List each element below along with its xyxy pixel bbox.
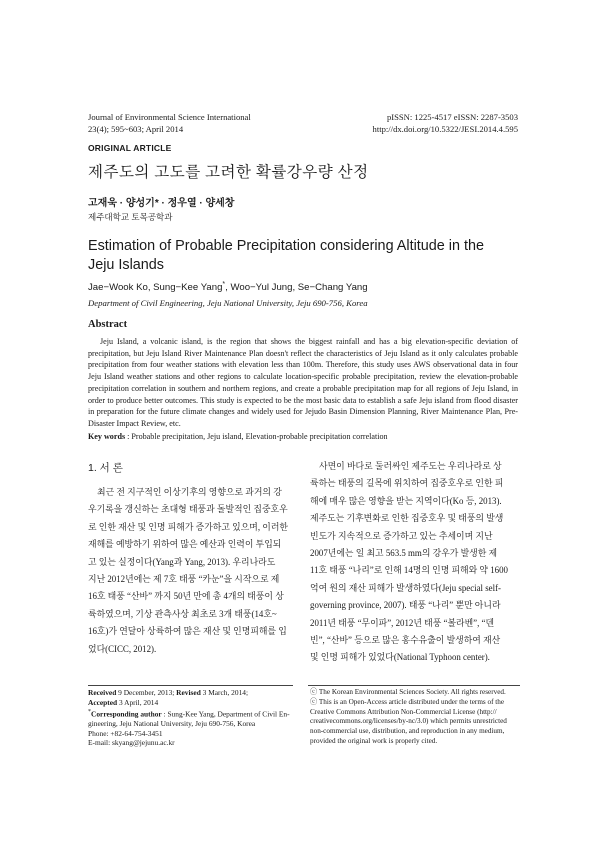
corresponding-mark: * — [222, 281, 226, 288]
body-line: 제주도는 기후변화로 인한 집중호우 및 태풍의 발생 — [310, 513, 504, 524]
english-affiliation: Department of Civil Engineering, Jeju National University, Jeju 690-756, Korea — [88, 298, 368, 308]
received-line — [88, 688, 298, 698]
body-right-column — [310, 458, 520, 667]
body-line: 륙하는 태풍의 길목에 위치하여 집중호우로 인한 피 — [310, 478, 504, 489]
footnote-received — [88, 688, 298, 748]
body-line: 억여 원의 재산 피해가 발생하였다(Jeju special self- — [310, 582, 501, 593]
received-date: 9 December, 2013; — [116, 688, 177, 697]
body-line: 2007년에는 일 최고 563.5 mm의 강우가 발생한 제 — [310, 548, 498, 559]
article-type: ORIGINAL ARTICLE — [88, 143, 172, 153]
footnote-license — [310, 688, 520, 747]
received-label: Received — [88, 688, 117, 697]
keywords-label: Key words — [88, 432, 126, 441]
volume-pages: 23(4); 595~603; April 2014 — [88, 124, 184, 134]
keywords-text: : Probable precipitation, Jeju island, Elevation-probable precipitation correlation — [125, 432, 388, 441]
body-left-column — [88, 484, 293, 658]
body-line: 및 인명 피해가 있었다(National Typhoon center). — [310, 652, 490, 663]
korean-affiliation: 제주대학교 토목공학과 — [88, 212, 173, 222]
journal-name: Journal of Environmental Science International — [88, 112, 251, 122]
english-title-line: Estimation of Probable Precipitation considering Altitude in the — [88, 238, 484, 254]
footnote-rule-right — [308, 685, 520, 686]
email-link[interactable]: E-mail: skyang@jejunu.ac.kr — [88, 738, 175, 748]
body-line: 빈도가 지속적으로 증가하고 있는 추세이며 지난 — [310, 530, 493, 541]
corresponding-mark: * — [88, 708, 91, 715]
body-line: 11호 태풍 “나리”로 인해 14명의 인명 피해와 약 1600 — [310, 565, 508, 576]
issn: pISSN: 1225-4517 eISSN: 2287-3503 — [386, 112, 518, 122]
body-line: 최근 전 지구적인 이상기후의 영향으로 과거의 강 — [97, 487, 282, 497]
body-line: governing province, 2007). 태풍 “나리” 뿐만 아니라 — [310, 600, 501, 611]
accepted-date: 3 April, 2014 — [117, 697, 159, 707]
korean-title: 제주도의 고도를 고려한 확률강우량 산정 — [88, 164, 369, 181]
corresponding-line — [88, 708, 298, 719]
abstract-text: Jeju Island, a volcanic island, is the region that shows the biggest rainfall and has a big elevation-specific deviation of precipitation, but Jeju Island River Maintenance Plan doesn't reflect the characteristics of Jeju Island as it only calculates probable precipitation from four weather stations with elevation less than 100m. Therefore, this study uses AWS observational data in four Jeju Island weather stations and other regions to calculate location-specific probable precipitation, review the elevation-probable precipitation correlation in southern and northern regions, and create a probable precipitation map for all regions of Jeju Island, in order to produce better outcomes. This study is expected to be the most basic data to establish a safe Jeju island from flood disaster in preparation for the future climate changes and widely used for Jejudo Basin Dimension Planning, River Maintenance Plan, Pre-Disaster Impact Review, etc. — [88, 337, 518, 428]
revised-date: 3 March, 2014; — [200, 688, 249, 697]
body-line: 빈”, “산바” 등으로 많은 홍수유출이 발생하여 재산 — [310, 635, 501, 646]
author-names: , Woo−Yul Jung, Se−Chang Yang — [225, 282, 368, 294]
english-title — [88, 237, 484, 275]
journal-header — [88, 111, 518, 135]
body-line: 지난 2012년에는 제 7호 태풍 “카눈”을 시작으로 제 — [88, 574, 280, 585]
revised-label: Revised — [176, 688, 201, 697]
abstract-heading: Abstract — [88, 319, 128, 330]
body-line: 우기록을 갱신하는 초대형 태풍과 돌발적인 집중호우 — [88, 504, 288, 515]
license-line: provided the original work is properly cited. — [310, 736, 438, 745]
phone: Phone: +82-64-754-3451 — [88, 728, 163, 738]
license-line: non-commercial use, distribution, and reproduction in any medium, — [310, 727, 505, 736]
body-line: 재해를 예방하기 위하여 많은 예산과 인력이 투입되 — [88, 539, 282, 550]
doi-link[interactable]: http://dx.doi.org/10.5322/JESI.2014.4.595 — [372, 124, 518, 134]
body-line: 해에 매우 많은 영향을 받는 지역이다(Ko 등, 2013). — [310, 495, 502, 506]
body-line: 2011년 태풍 “무이파”, 2012년 태풍 “볼라벤”, “덴 — [310, 617, 495, 628]
english-authors — [88, 281, 368, 293]
english-title-line: Jeju Islands — [88, 257, 164, 273]
license-line: Creative Commons Attribution Non-Commercial License (http:// — [310, 707, 497, 716]
body-line: 고 있는 실정이다(Yang과 Yang, 2013). 우리나라도 — [88, 556, 276, 567]
body-line: 었다(CICC, 2012). — [88, 643, 157, 654]
accepted-label: Accepted — [88, 697, 118, 707]
korean-authors: 고재욱 · 양성기* · 정우열 · 양세창 — [88, 198, 235, 209]
body-line: 륙하였으며, 기상 관측사상 최초로 3개 태풍(14호~ — [88, 608, 277, 619]
body-line: 로 인한 재산 및 인명 피해가 증가하고 있으며, 이러한 — [88, 521, 289, 532]
footnote-rule-left — [88, 685, 293, 686]
license-line: ⓒ This is an Open-Access article distributed under the terms of the — [310, 697, 505, 706]
copyright-line: ⓒ The Korean Environmental Sciences Society. All rights reserved. — [310, 688, 506, 696]
author-names: Jae−Wook Ko, Sung−Kee Yang — [88, 282, 223, 294]
body-line: 사면이 바다로 둘러싸인 제주도는 우리나라로 상 — [319, 461, 502, 471]
body-line: 16호 태풍 “산바” 까지 50년 만에 총 4개의 태풍이 상 — [88, 591, 284, 602]
section-heading: 1. 서 론 — [88, 462, 123, 474]
keywords — [88, 432, 388, 441]
accepted-line — [88, 698, 298, 708]
license-line: creativecommons.org/licenses/by-nc/3.0) which permits unrestricted — [310, 717, 507, 726]
corresponding-line: gineering, Jeju National University, Jeju 690-756, Korea — [88, 718, 256, 728]
corresponding-text: : Sung-Kee Yang, Department of Civil En- — [161, 709, 290, 719]
corresponding-label: Corresponding author — [91, 709, 162, 719]
body-line: 16호)가 연달아 상륙하여 많은 재산 및 인명피해를 입 — [88, 626, 287, 637]
